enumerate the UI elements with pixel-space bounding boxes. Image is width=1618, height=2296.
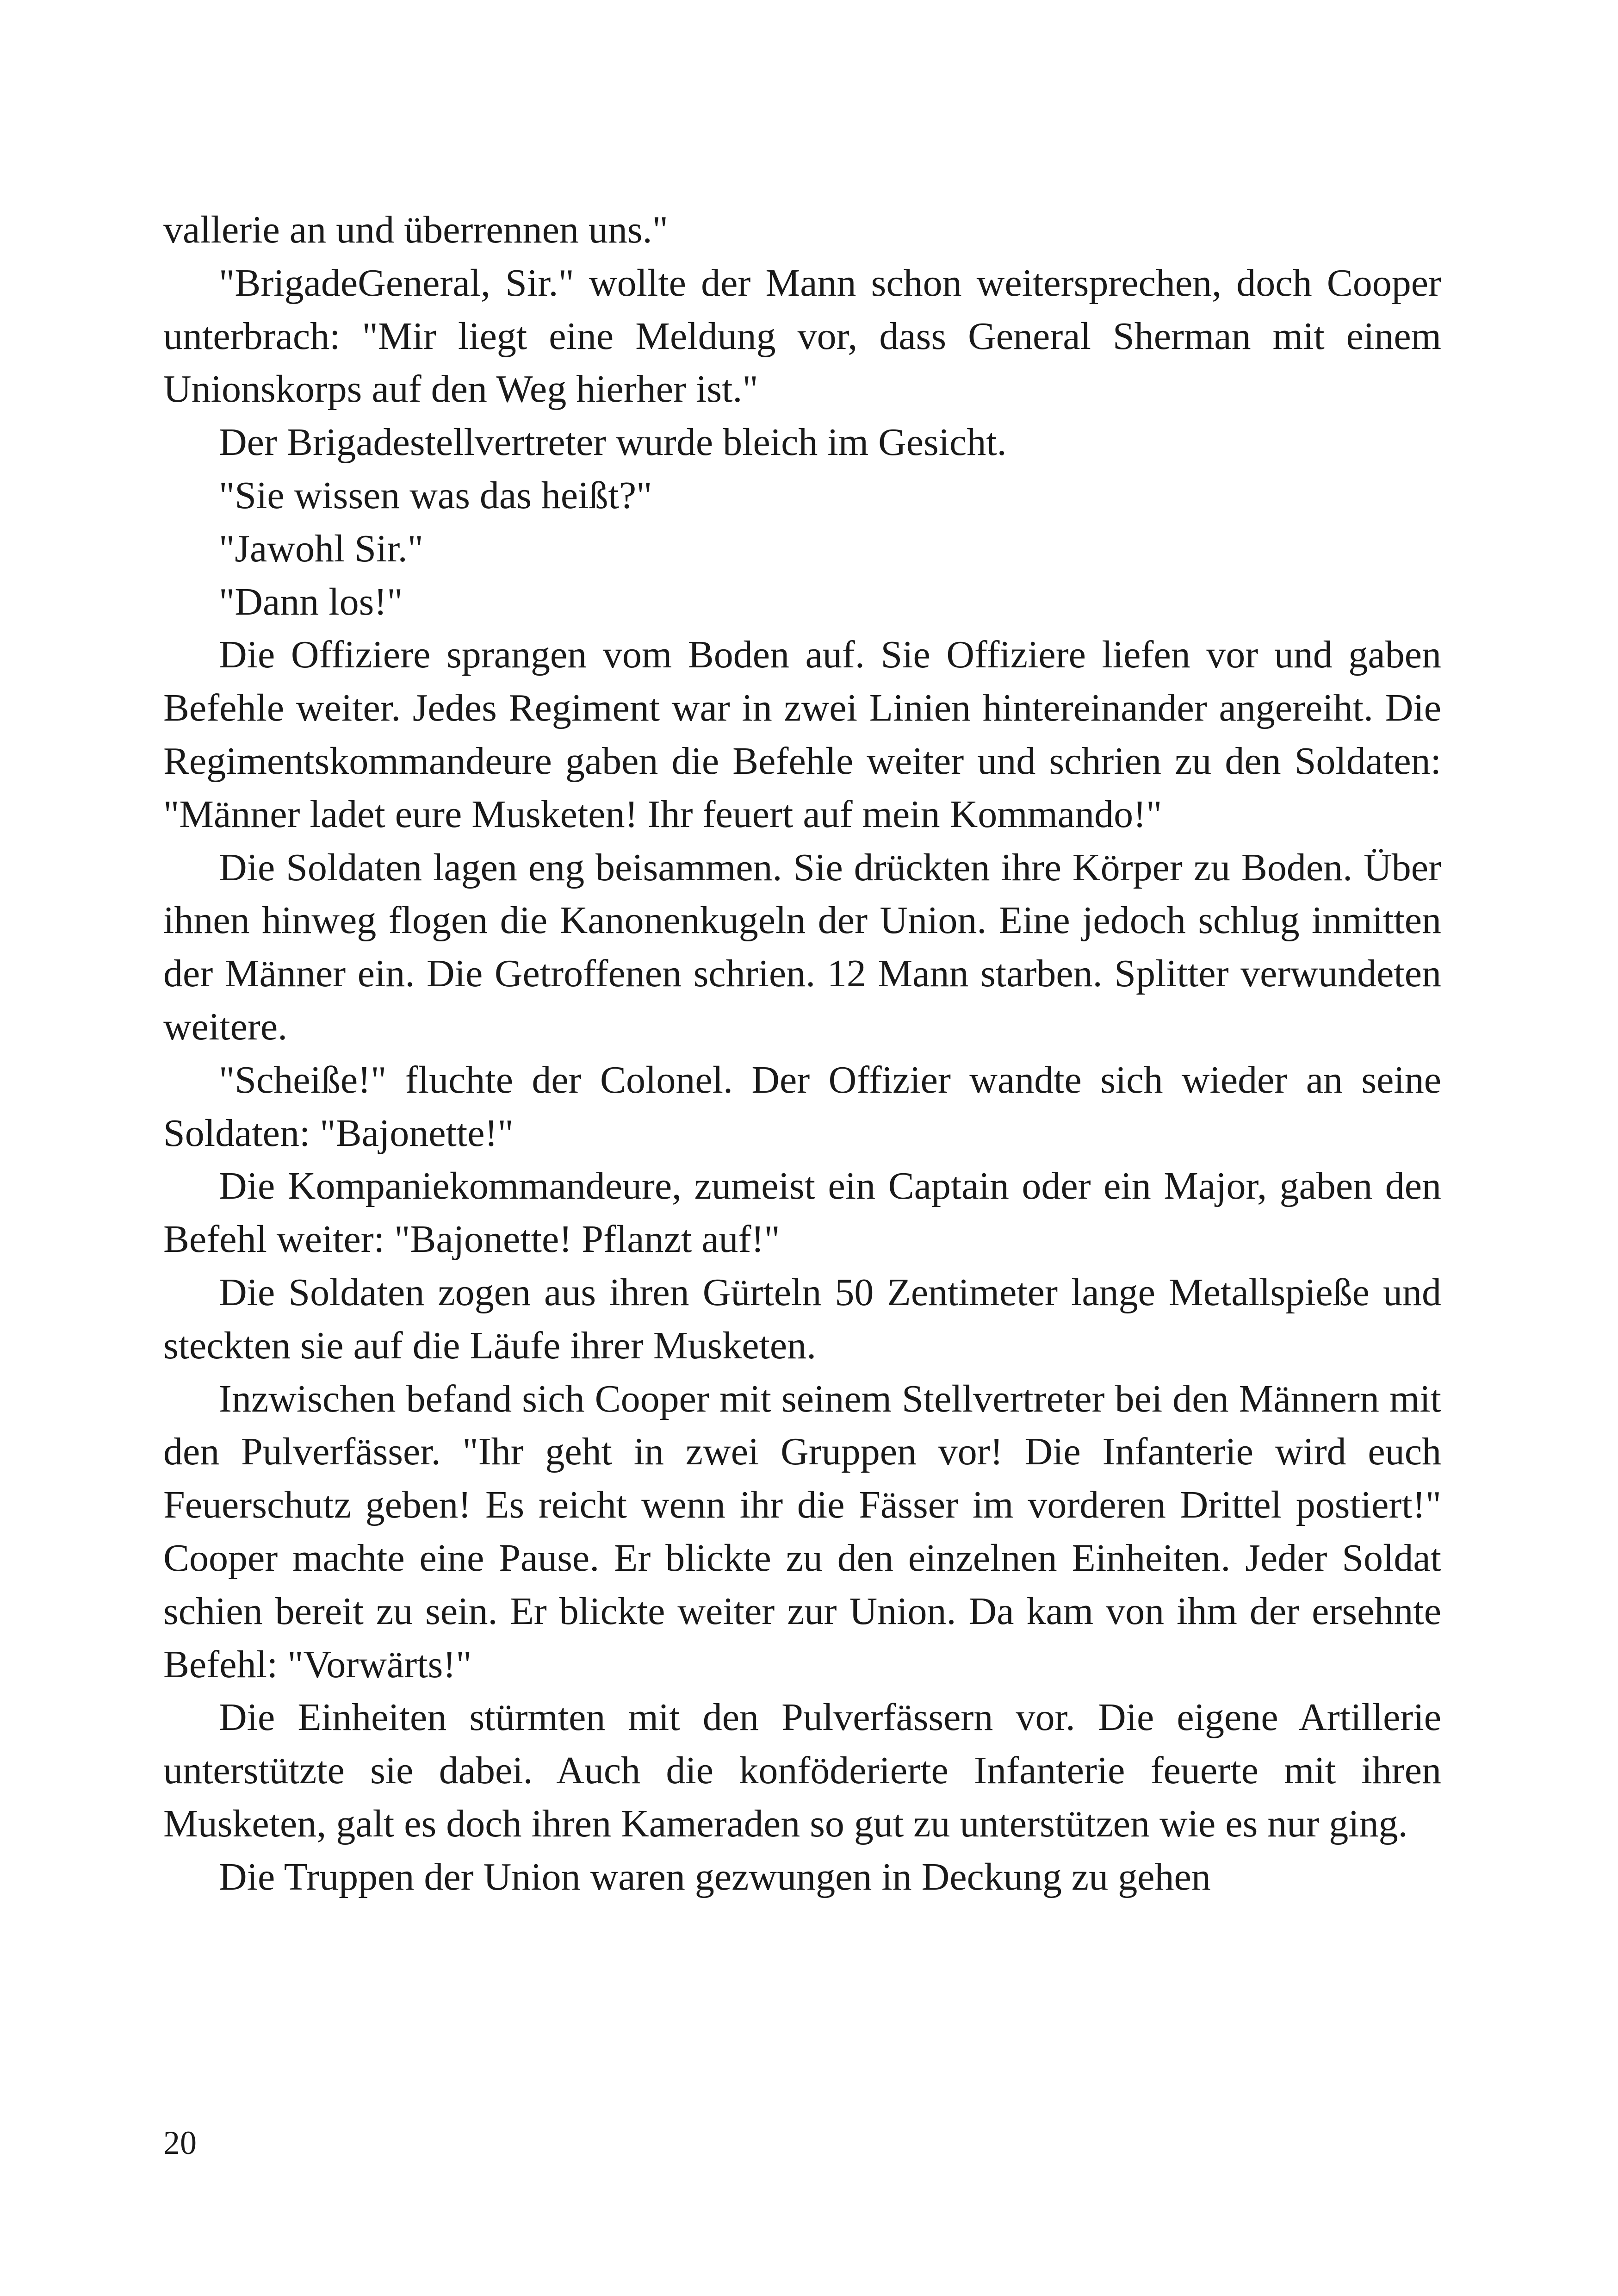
paragraph: "BrigadeGeneral, Sir." wollte der Mann schon weitersprechen, doch Cooper unterbrach: "Mir liegt eine Meldung vor, dass General Sherman mit einem Unionskorps auf den Weg hierher ist." — [163, 261, 1441, 411]
paragraph: Die Kompaniekommandeure, zumeist ein Captain oder ein Major, gaben den Befehl weiter: "Bajonette! Pflanzt auf!" — [163, 1164, 1441, 1261]
paragraph: "Scheiße!" fluchte der Colonel. Der Offizier wandte sich wieder an seine Soldaten: "Bajonette!" — [163, 1058, 1441, 1155]
page-number: 20 — [163, 2124, 197, 2161]
paragraph: "Jawohl Sir." — [219, 527, 423, 570]
paragraph: Die Truppen der Union waren gezwungen in Deckung zu gehen — [219, 1855, 1211, 1898]
paragraph: Inzwischen befand sich Cooper mit seinem Stellvertreter bei den Männern mit den Pulverfässer. "Ihr geht in zwei Gruppen vor! Die Infanterie wird euch Feuerschutz geben! Es reicht wenn ihr die Fässer im vorderen Drittel postiert!" Cooper machte eine Pause. Er blickte zu den einzelnen Einheiten. Jeder Soldat schien bereit zu sein. Er blickte weiter zur Union. Da kam von ihm der ersehnte Befehl: "Vorwärts!" — [163, 1377, 1441, 1686]
paragraph: "Dann los!" — [219, 580, 403, 623]
paragraph: "Sie wissen was das heißt?" — [219, 473, 652, 517]
paragraph: Die Offiziere sprangen vom Boden auf. Sie Offiziere liefen vor und gaben Befehle weiter. Jedes Regiment war in zwei Linien hintereinander angereiht. Die Regimentskommandeure gaben die Befehle weiter und schrien zu den Soldaten: "Männer ladet eure Musketen! Ihr feuert auf mein Kommando!" — [163, 633, 1441, 836]
paragraph: Die Soldaten zogen aus ihren Gürteln 50 Zentimeter lange Metallspieße und steckten sie auf die Läufe ihrer Musketen. — [163, 1270, 1441, 1367]
body-text — [163, 204, 1441, 1904]
paragraph: Der Brigadestellvertreter wurde bleich im Gesicht. — [219, 421, 1007, 464]
paragraph: Die Einheiten stürmten mit den Pulverfässern vor. Die eigene Artillerie unterstützte sie dabei. Auch die konföderierte Infanterie feuerte mit ihren Musketen, galt es doch ihren Kameraden so gut zu unterstützen wie es nur ging. — [163, 1696, 1441, 1845]
paragraph: Die Soldaten lagen eng beisammen. Sie drückten ihre Körper zu Boden. Über ihnen hinweg flogen die Kanonenkugeln der Union. Eine jedoch schlug inmitten der Männer ein. Die Getroffenen schrien. 12 Mann starben. Splitter verwundeten weitere. — [163, 846, 1441, 1048]
paragraph: vallerie an und überrennen uns." — [163, 208, 668, 251]
